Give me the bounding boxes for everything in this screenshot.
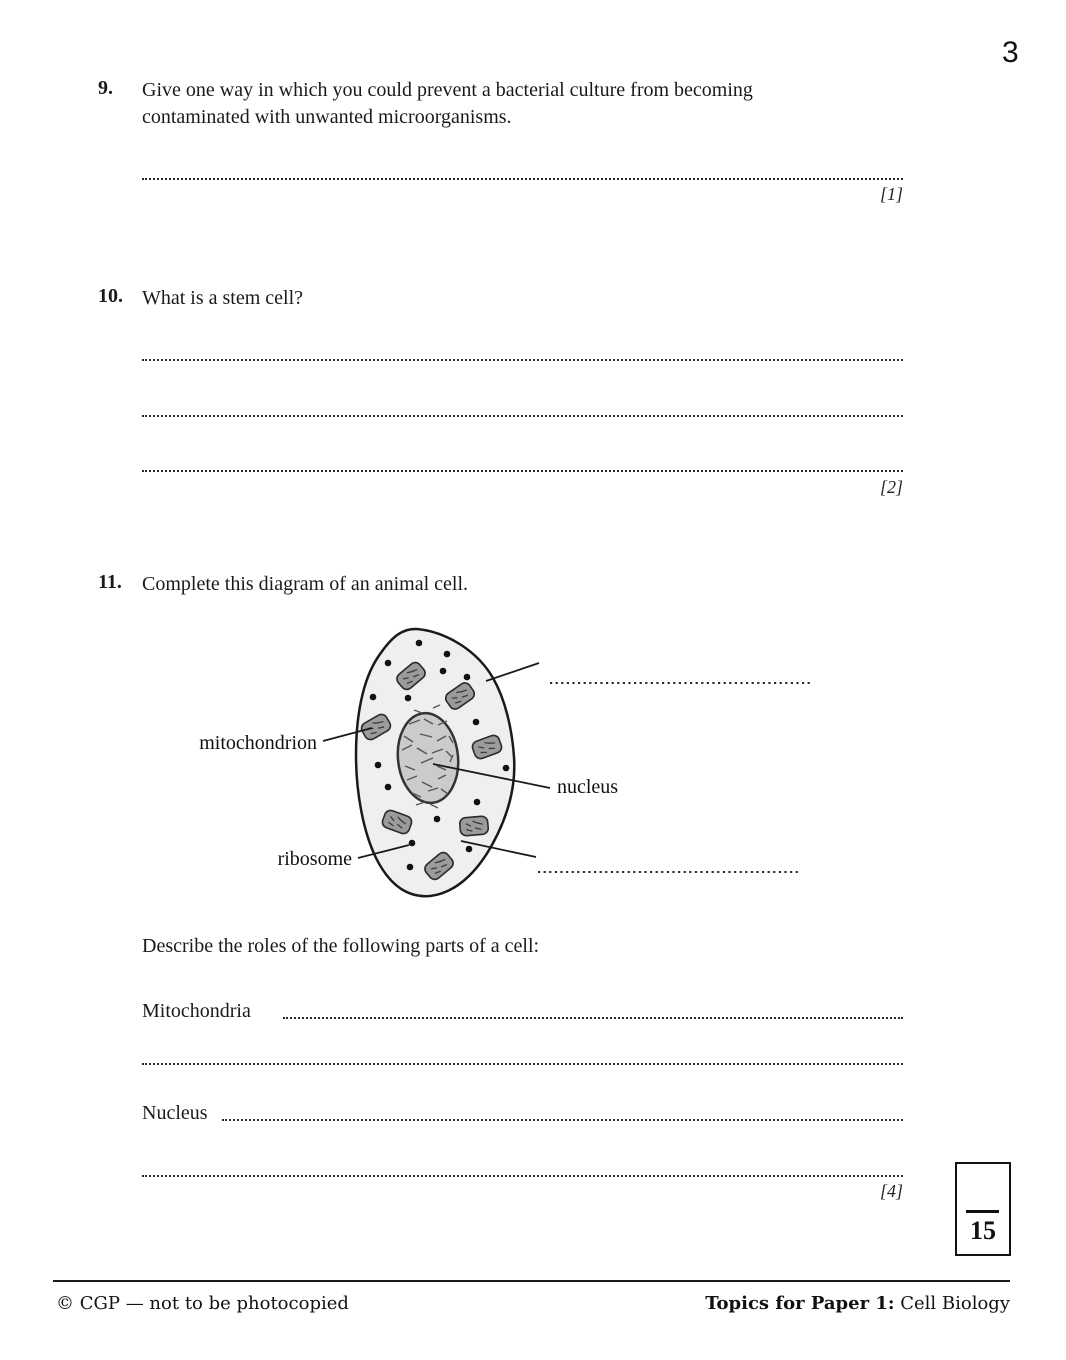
- part-label-nucleus: Nucleus: [142, 1102, 208, 1124]
- part-label-mitochondria: Mitochondria: [142, 1000, 251, 1022]
- q10-answer-line: [142, 460, 903, 472]
- q11-number: 11.: [98, 571, 122, 593]
- footer-topic-regular: Cell Biology: [894, 1293, 1010, 1314]
- q9-marks: [1]: [879, 184, 903, 204]
- q10-number: 10.: [98, 285, 123, 307]
- mitochondria-answer-line: [142, 1053, 903, 1065]
- footer-topic: [560, 1293, 1010, 1314]
- score-box-line: [966, 1210, 999, 1213]
- footer-copyright: © CGP — not to be photocopied: [56, 1293, 349, 1314]
- footer-topic-bold: Topics for Paper 1:: [705, 1293, 895, 1314]
- mitochondrion-label: mitochondrion: [199, 732, 317, 754]
- nucleus-answer-line: [142, 1165, 903, 1177]
- ribosome-label: ribosome: [277, 848, 352, 870]
- nucleus-answer-line: [222, 1109, 903, 1121]
- q11-text: Complete this diagram of an animal cell.: [142, 573, 469, 595]
- q10-marks: [2]: [879, 477, 903, 497]
- q9-number: 9.: [98, 77, 113, 99]
- q9-text: Give one way in which you could prevent a bacterial culture from becoming contaminated with unwanted microorganisms.: [142, 79, 753, 128]
- score-box: [955, 1162, 1011, 1256]
- page-number: 3: [1002, 36, 1019, 69]
- animal-cell-diagram: [0, 600, 1066, 930]
- q9-answer-line: [142, 168, 903, 180]
- q11-describe-prompt: Describe the roles of the following parts of a cell:: [142, 935, 540, 957]
- footer-rule: [53, 1280, 1010, 1282]
- score-box-total: 15: [970, 1216, 996, 1245]
- q10-text: What is a stem cell?: [142, 287, 304, 309]
- membrane-pointer-line: [486, 663, 539, 681]
- nucleus-label: nucleus: [557, 776, 619, 798]
- q10-answer-line: [142, 405, 903, 417]
- q10-answer-line: [142, 349, 903, 361]
- mitochondria-answer-line: [283, 1007, 903, 1019]
- q11-marks: [4]: [879, 1181, 903, 1201]
